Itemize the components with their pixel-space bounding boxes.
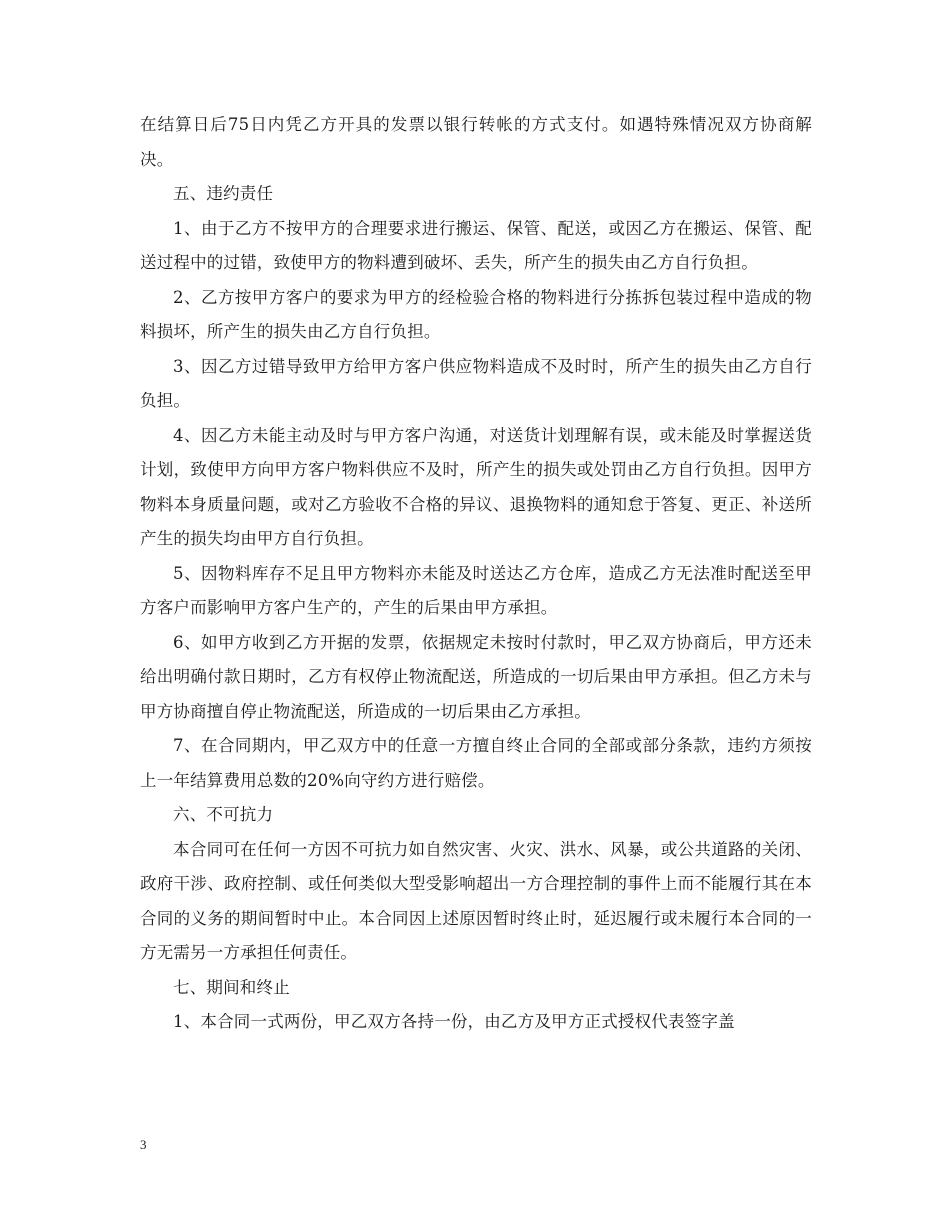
clause-breach-4: 4、因乙方未能主动及时与甲方客户沟通，对送货计划理解有误，或未能及时掌握送货计划，致使甲方向甲方客户物料供应不及时，所产生的损失或处罚由乙方自行负担。因甲方物料本身质量问题，或对乙方验收不合格的异议、退换物料的通知怠于答复、更正、补送所产生的损失均由甲方自行负担。 <box>140 425 812 548</box>
paragraph-payment-continuation: 在结算日后75日内凭乙方开具的发票以银行转帐的方式支付。如遇特殊情况双方协商解决。 <box>140 115 812 169</box>
section-heading-term-termination: 七、期间和终止 <box>173 977 290 997</box>
clause-breach-6: 6、如甲方收到乙方开据的发票，依据规定未按时付款时，甲乙双方协商后，甲方还未给出明确付款日期时，乙方有权停止物流配送，所造成的一切后果由甲方承担。但乙方未与甲方协商擅自停止物流配送，所造成的一切后果由乙方承担。 <box>140 632 812 721</box>
clause-breach-1: 1、由于乙方不按甲方的合理要求进行搬运、保管、配送，或因乙方在搬运、保管、配送过程中的过错，致使甲方的物料遭到破坏、丢失，所产生的损失由乙方自行负担。 <box>140 218 812 272</box>
clause-breach-3: 3、因乙方过错导致甲方给甲方客户供应物料造成不及时时，所产生的损失由乙方自行负担。 <box>140 356 812 410</box>
clause-force-majeure: 本合同可在任何一方因不可抗力如自然灾害、火灾、洪水、风暴，或公共道路的关闭、政府干涉、政府控制、或任何类似大型受影响超出一方合理控制的事件上而不能履行其在本合同的义务的期间暂时中止。本合同因上述原因暂时终止时，延迟履行或未履行本合同的一方无需另一方承担任何责任。 <box>140 839 812 962</box>
section-heading-breach-liability: 五、违约责任 <box>173 184 274 203</box>
clause-breach-5: 5、因物料库存不足且甲方物料亦未能及时送达乙方仓库，造成乙方无法准时配送至甲方客户而影响甲方客户生产的，产生的后果由甲方承担。 <box>140 563 812 617</box>
document-body <box>140 108 812 1040</box>
clause-breach-2: 2、乙方按甲方客户的要求为甲方的经检验合格的物料进行分拣拆包装过程中造成的物料损坏，所产生的损失由乙方自行负担。 <box>140 287 812 341</box>
page-number: 3 <box>140 1137 147 1152</box>
clause-breach-7: 7、在合同期内，甲乙双方中的任意一方擅自终止合同的全部或部分条款，违约方须按上一年结算费用总数的20%向守约方进行赔偿。 <box>140 736 812 790</box>
section-heading-force-majeure: 六、不可抗力 <box>173 805 274 824</box>
clause-term-1: 1、本合同一式两份，甲乙双方各持一份，由乙方及甲方正式授权代表签字盖 <box>173 1012 735 1031</box>
